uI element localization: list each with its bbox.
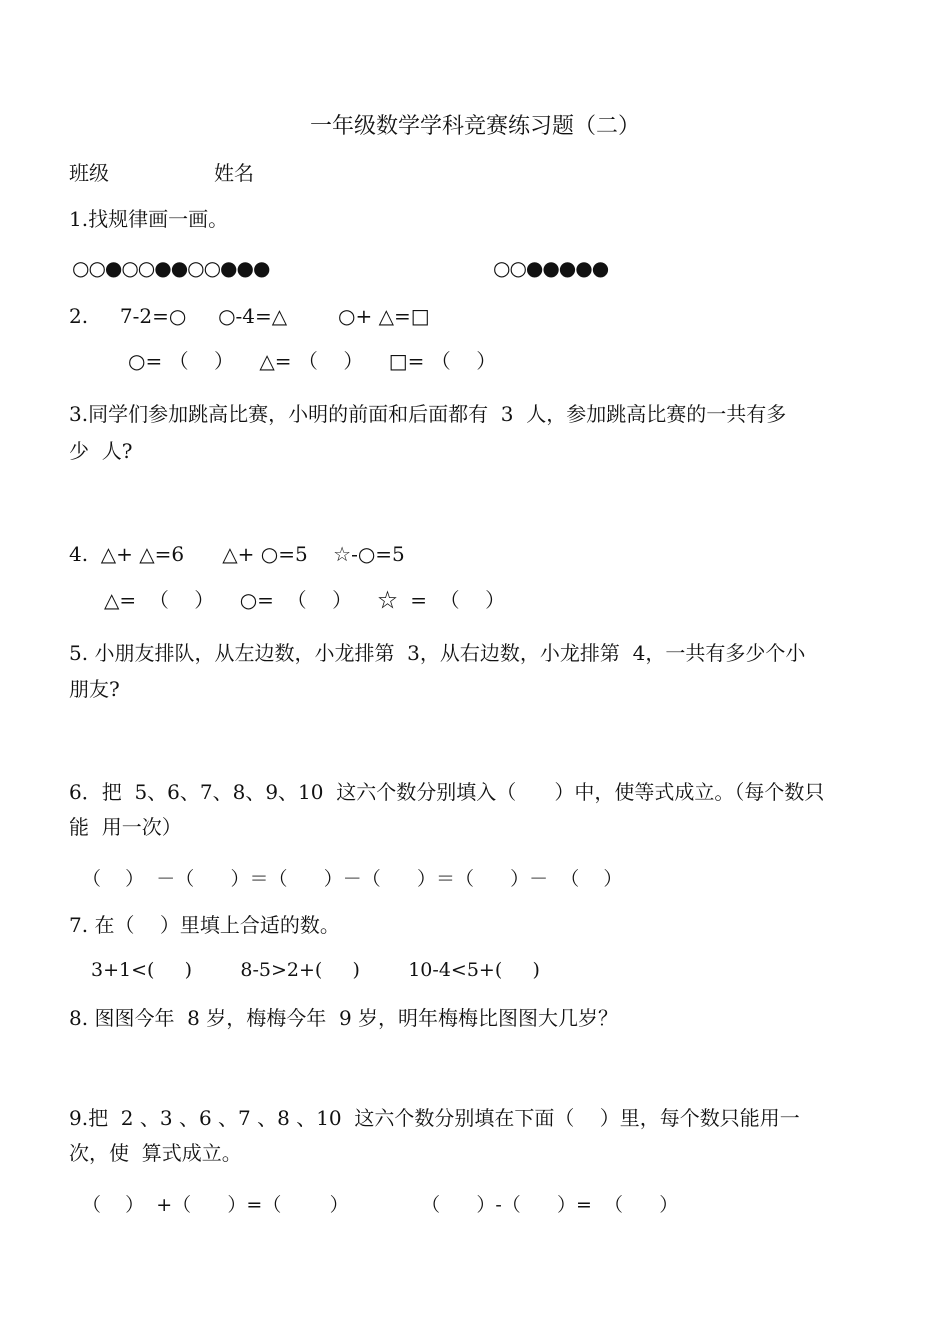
- question-4-equations: 4. △+ △=6 △+ ○=5 ☆-○=5: [69, 542, 405, 566]
- question-3-line-2: 少 人?: [69, 439, 133, 463]
- question-1-pattern-a: ○○●○○●●○○●●●: [72, 256, 270, 280]
- question-5-line-2: 朋友?: [69, 677, 120, 701]
- question-4-answers: △= （ ） ○= （ ） ☆ = （ ）: [104, 588, 506, 612]
- question-1-pattern-b: ○○●●●●●: [493, 256, 609, 280]
- class-label: 班级: [69, 161, 109, 185]
- question-2-equations: 2. 7-2=○ ○-4=△ ○+ △=□: [69, 304, 430, 328]
- question-7-inequalities: 3+1<( ) 8-5>2+( ) 10-4<5+( ): [91, 959, 540, 981]
- question-2-answers: ○= （ ） △= （ ） □= （ ）: [128, 349, 497, 373]
- question-5-line-1: 5. 小朋友排队，从左边数，小龙排第 3，从右边数，小龙排第 4，一共有多少个小: [69, 641, 806, 665]
- question-7-text: 7. 在（ ）里填上合适的数。: [69, 913, 340, 937]
- question-9-line-2: 次，使 算式成立。: [69, 1141, 242, 1165]
- question-6-blanks: （ ） －（ ）＝（ ）－（ ）＝（ ）－ （ ）: [82, 868, 623, 890]
- question-9-line-1: 9.把 2 、3 、6 、7 、8 、10 这六个数分别填在下面（ ）里，每个数只能用一: [69, 1106, 800, 1130]
- name-label: 姓名: [214, 161, 254, 185]
- question-6-line-2: 能 用一次）: [69, 815, 182, 839]
- question-9-blanks: （ ） +（ ）=（ ） （ ）-（ ）= （ ）: [82, 1194, 679, 1216]
- question-6-line-1: 6．把 5、6、7、8、9、10 这六个数分别填入（ ）中，使等式成立。（每个数只: [69, 780, 825, 804]
- question-8-text: 8. 图图今年 8 岁，梅梅今年 9 岁，明年梅梅比图图大几岁？: [69, 1006, 619, 1030]
- page-title: 一年级数学学科竞赛练习题（二）: [309, 114, 640, 139]
- question-1-text: 1.找规律画一画。: [69, 207, 229, 231]
- question-3-line-1: 3.同学们参加跳高比赛，小明的前面和后面都有 3 人，参加跳高比赛的一共有多: [69, 402, 787, 426]
